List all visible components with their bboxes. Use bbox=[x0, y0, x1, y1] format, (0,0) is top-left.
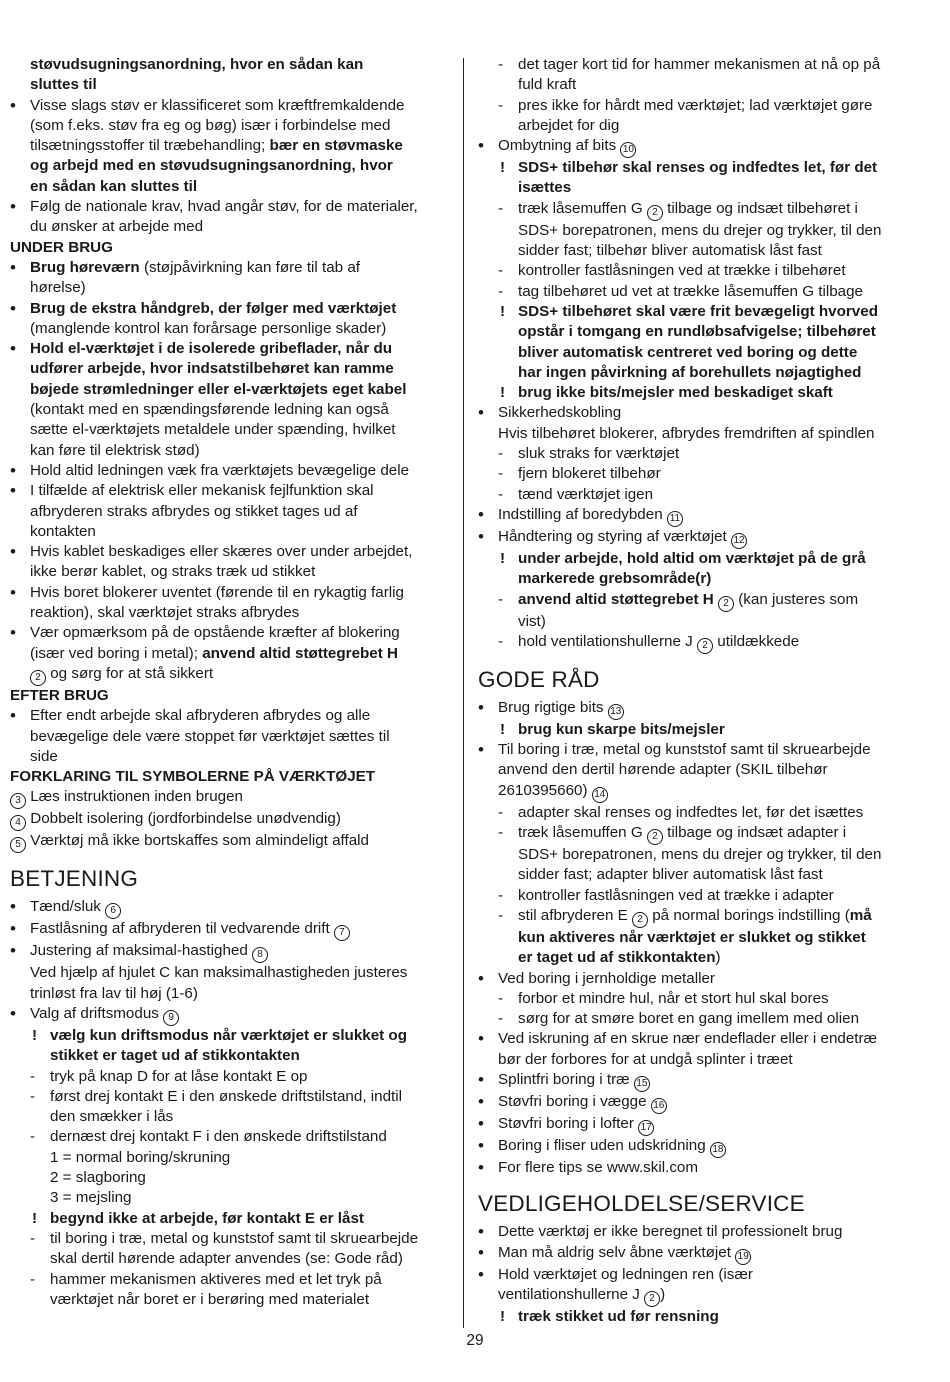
page-number: 29 bbox=[466, 1332, 484, 1349]
dash-item: - kontroller fastlåsningen ved at trække i tilbehøret bbox=[478, 261, 920, 281]
warning-line: ! brug ikke bits/mejsler med beskadiget skaft bbox=[478, 383, 920, 403]
text-line: (kontakt med en spændingsførende ledning kan også bbox=[30, 401, 389, 419]
text-line: en sådan kan sluttes til bbox=[30, 177, 198, 195]
list-item: • For flere tips se www.skil.com bbox=[478, 1158, 920, 1178]
text-line: 1 = normal boring/skruning bbox=[50, 1148, 231, 1166]
figure-ref-icon: 12 bbox=[731, 533, 747, 549]
dash-item: - tænd værktøjet igen bbox=[478, 485, 920, 505]
warning-line: ! træk stikket ud før rensning bbox=[478, 1307, 920, 1327]
symbol-line: 3 Læs instruktionen inden brugen bbox=[10, 787, 450, 809]
list-item: • Hvis kablet beskadiges eller skæres over under arbejdet, bbox=[10, 542, 450, 562]
text-line: SDS+ borepatronen, mens du drejer og trykker, til den bbox=[518, 221, 882, 239]
figure-ref-icon: 2 bbox=[697, 638, 713, 654]
dash-item: - træk låsemuffen G 2 tilbage og indsæt tilbehøret i bbox=[478, 199, 920, 221]
figure-ref-icon: 8 bbox=[252, 947, 268, 963]
list-item: • Sikkerhedskobling bbox=[478, 403, 920, 423]
list-item: • Valg af driftsmodus 9 bbox=[10, 1004, 450, 1026]
text-line: bliver automatisk centreret ved boring og dette bbox=[518, 343, 858, 361]
list-item: • Hold altid ledningen væk fra værktøjets bevægelige dele bbox=[10, 461, 450, 481]
text-line: side bbox=[30, 747, 58, 765]
dash-item: - fjern blokeret tilbehør bbox=[478, 464, 920, 484]
section-heading-vedligeholdelse: VEDLIGEHOLDELSE/SERVICE bbox=[478, 1191, 805, 1217]
list-item: • Ved boring i jernholdige metaller bbox=[478, 969, 920, 989]
list-item: • Justering af maksimal-hastighed 8 bbox=[10, 941, 450, 963]
warning-line: ! begynd ikke at arbejde, før kontakt E er låst bbox=[10, 1209, 450, 1229]
subheading-symbols: FORKLARING TIL SYMBOLERNE PÅ VÆRKTØJET bbox=[10, 768, 376, 786]
list-item: • Fastlåsning af afbryderen til vedvarende drift 7 bbox=[10, 919, 450, 941]
text-line: (som f.eks. støv fra eg og bøg) især i forbindelse med bbox=[30, 116, 391, 134]
text-line: støvudsugningsanordning, hvor en sådan kan bbox=[30, 56, 364, 73]
dash-item: - forbor et mindre hul, når et stort hul skal bores bbox=[478, 989, 920, 1009]
text-line: kan føre til elektrisk stød) bbox=[30, 441, 200, 459]
dash-item: - pres ikke for hårdt med værktøjet; lad værktøjet gøre bbox=[478, 96, 920, 116]
text-line: og arbejd med en støvudsugningsanordning, hvor bbox=[30, 157, 393, 175]
list-item: • Splintfri boring i træ 15 bbox=[478, 1070, 920, 1092]
figure-ref-icon: 11 bbox=[667, 511, 683, 527]
list-item: • Hvis boret blokerer uventet (førende til en rykagtig farlig bbox=[10, 583, 450, 603]
text-line: sluttes til bbox=[30, 76, 97, 94]
section-heading-gode-raad: GODE RÅD bbox=[478, 666, 600, 692]
figure-ref-icon: 2 bbox=[647, 829, 663, 845]
figure-ref-icon: 2 bbox=[644, 1291, 660, 1307]
text-line: SDS+ borepatronen, mens du drejer og trykker, til den bbox=[518, 846, 882, 864]
left-column bbox=[10, 55, 450, 1310]
figure-ref-icon: 15 bbox=[634, 1076, 650, 1092]
text-line: ventilationshullerne J 2 ) bbox=[478, 1285, 920, 1307]
text-line: sidder fast; tilbehør bliver automatisk låst fast bbox=[518, 242, 822, 260]
figure-ref-icon: 18 bbox=[710, 1142, 726, 1158]
symbol-line: 4 Dobbelt isolering (jordforbindelse unødvendig) bbox=[10, 809, 450, 831]
text-line: isættes bbox=[518, 179, 572, 197]
list-item: • Tænd/sluk 6 bbox=[10, 897, 450, 919]
list-item: • Brug rigtige bits 13 bbox=[478, 698, 920, 720]
figure-ref-icon: 2 bbox=[632, 912, 648, 928]
text-line: ikke berør kablet, og straks træk ud stikket bbox=[30, 563, 316, 581]
column-divider bbox=[463, 58, 464, 1328]
list-item: • Hold værktøjet og ledningen ren (især bbox=[478, 1265, 920, 1285]
figure-ref-icon: 2 bbox=[718, 596, 734, 612]
list-item: • I tilfælde af elektrisk eller mekanisk fejlfunktion skal bbox=[10, 481, 450, 501]
subheading-under-brug: UNDER BRUG bbox=[10, 238, 113, 256]
figure-ref-icon: 13 bbox=[608, 704, 624, 720]
list-item: • Brug de ekstra håndgreb, der følger med værktøjet bbox=[10, 299, 450, 319]
list-item: • Ombytning af bits 10 bbox=[478, 136, 920, 158]
text-line: har ingen påvirkning af borehullets nøjagtighed bbox=[518, 363, 862, 381]
list-item: • Til boring i træ, metal og kunststof samt til skruearbejde bbox=[478, 740, 920, 760]
text-line: 2610395660) 14 bbox=[478, 781, 920, 803]
list-item: • Hold el-værktøjet i de isolerede gribeflader, når du bbox=[10, 339, 450, 359]
warning-line: ! SDS+ tilbehøret skal være frit bevægeligt hvorved bbox=[478, 302, 920, 322]
text-line: værktøjet når boret er i berøring med materialet bbox=[50, 1290, 370, 1308]
text-line: stikket er taget ud af stikkontakten bbox=[50, 1047, 300, 1065]
dash-item: - tryk på knap D for at låse kontakt E op bbox=[10, 1067, 450, 1087]
dash-item: - adapter skal renses og indfedtes let, før det isættes bbox=[478, 803, 920, 823]
text-line: bør der forbores for at undgå splinter i træet bbox=[498, 1050, 793, 1068]
text-line: 2 og sørg for at stå sikkert bbox=[10, 664, 450, 686]
text-line: 2 = slagboring bbox=[50, 1169, 146, 1187]
text-line: skal dertil hørende adapter anvendes (se: Gode råd) bbox=[50, 1250, 403, 1268]
dash-item: - det tager kort tid for hammer mekanismen at nå op på bbox=[478, 55, 920, 75]
list-item: • Brug høreværn (støjpåvirkning kan føre til tab af bbox=[10, 258, 450, 278]
figure-ref-icon: 7 bbox=[334, 925, 350, 941]
text-line: hørelse) bbox=[30, 279, 86, 297]
text-line: den smækker i lås bbox=[50, 1108, 174, 1126]
dash-item: - hold ventilationshullerne J 2 utildækkede bbox=[478, 632, 920, 654]
list-item: • Boring i fliser uden udskridning 18 bbox=[478, 1136, 920, 1158]
dash-item: - dernæst drej kontakt F i den ønskede driftstilstand bbox=[10, 1127, 450, 1147]
text-line: Hvis tilbehøret blokerer, afbrydes fremdriften af spindlen bbox=[498, 424, 875, 442]
text-line: afbryderen straks afbrydes og stikket tages ud af bbox=[30, 502, 358, 520]
figure-ref-icon: 17 bbox=[638, 1120, 654, 1136]
text-line: sætte el-værktøjets metaldele under spænding, hvilket bbox=[30, 421, 396, 439]
warning-line: ! brug kun skarpe bits/mejsler bbox=[478, 720, 920, 740]
list-item: • Støvfri boring i lofter 17 bbox=[478, 1114, 920, 1136]
figure-ref-icon: 5 bbox=[10, 837, 26, 853]
list-item: • Håndtering og styring af værktøjet 12 bbox=[478, 527, 920, 549]
section-heading-betjening: BETJENING bbox=[10, 866, 139, 892]
figure-ref-icon: 2 bbox=[647, 205, 663, 221]
warning-line: ! vælg kun driftsmodus når værktøjet er slukket og bbox=[10, 1026, 450, 1046]
dash-item: - først drej kontakt E i den ønskede driftstilstand, indtil bbox=[10, 1087, 450, 1107]
text-line: sidder fast; adapter bliver automatisk låst fast bbox=[518, 866, 823, 884]
text-line: opstår i tomgang en rundløbsafvigelse; tilbehøret bbox=[518, 323, 876, 341]
list-item: • Følg de nationale krav, hvad angår støv, for de materialer, bbox=[10, 197, 450, 217]
list-item: • Efter endt arbejde skal afbryderen afbrydes og alle bbox=[10, 706, 450, 726]
figure-ref-icon: 10 bbox=[620, 142, 636, 158]
dash-item: - kontroller fastlåsningen ved at trække i adapter bbox=[478, 886, 920, 906]
figure-ref-icon: 9 bbox=[163, 1010, 179, 1026]
dash-item: - anvend altid støttegrebet H 2 (kan justeres som bbox=[478, 590, 920, 612]
text-line: (især ved boring i metal); anvend altid støttegrebet H bbox=[30, 644, 398, 662]
right-column bbox=[478, 55, 920, 1327]
figure-ref-icon: 16 bbox=[651, 1098, 667, 1114]
text-line: du ønsker at arbejde med bbox=[30, 218, 204, 236]
list-item: • Støvfri boring i vægge 16 bbox=[478, 1092, 920, 1114]
symbol-line: 5 Værktøj må ikke bortskaffes som almindeligt affald bbox=[10, 831, 450, 853]
figure-ref-icon: 3 bbox=[10, 793, 26, 809]
text-line: tilsætningsstoffer til træbehandling; bær en støvmaske bbox=[30, 137, 403, 155]
list-item: • Man må aldrig selv åbne værktøjet 19 bbox=[478, 1243, 920, 1265]
dash-item: - sørg for at smøre boret en gang imellem med olien bbox=[478, 1009, 920, 1029]
figure-ref-icon: 2 bbox=[30, 670, 46, 686]
dash-item: - træk låsemuffen G 2 tilbage og indsæt adapter i bbox=[478, 823, 920, 845]
list-item: • Dette værktøj er ikke beregnet til professionelt brug bbox=[478, 1222, 920, 1242]
text-line: anvend den dertil hørende adapter (SKIL tilbehør bbox=[498, 761, 828, 779]
list-item: • Ved iskruning af en skrue nær endeflader eller i endetræ bbox=[478, 1029, 920, 1049]
list-item: • Visse slags støv er klassificeret som kræftfremkaldende bbox=[10, 96, 450, 116]
text-line: arbejdet for dig bbox=[518, 116, 620, 134]
list-item: • Indstilling af boredybden 11 bbox=[478, 505, 920, 527]
list-item: • Vær opmærksom på de opstående kræfter af blokering bbox=[10, 623, 450, 643]
figure-ref-icon: 19 bbox=[735, 1249, 751, 1265]
text-line: Ved hjælp af hjulet C kan maksimalhastigheden justeres bbox=[30, 964, 408, 982]
text-line: fuld kraft bbox=[518, 76, 577, 94]
subheading-efter-brug: EFTER BRUG bbox=[10, 686, 109, 704]
text-line: trinløst fra lav til høj (1-6) bbox=[30, 984, 198, 1002]
text-line: markerede grebsområde(r) bbox=[518, 570, 712, 588]
figure-ref-icon: 4 bbox=[10, 815, 26, 831]
text-line: bevægelige dele være stoppet før værktøjet sættes til bbox=[30, 727, 390, 745]
dash-item: - til boring i træ, metal og kunststof samt til skruearbejde bbox=[10, 1229, 450, 1249]
text-line: er taget ud af stikkontakten) bbox=[518, 949, 721, 967]
text-line: kun aktiveres når værktøjet er slukket og stikket bbox=[518, 928, 866, 946]
dash-item: - hammer mekanismen aktiveres med et let tryk på bbox=[10, 1270, 450, 1290]
warning-line: ! SDS+ tilbehør skal renses og indfedtes let, før det bbox=[478, 158, 920, 178]
dash-item: - tag tilbehøret ud vet at trække låsemuffen G tilbage bbox=[478, 282, 920, 302]
figure-ref-icon: 14 bbox=[592, 787, 608, 803]
text-line: bøjede strømledninger eller el-værktøjets eget kabel bbox=[30, 380, 407, 398]
warning-line: ! under arbejde, hold altid om værktøjet på de grå bbox=[478, 549, 920, 569]
dash-item: - stil afbryderen E 2 på normal borings indstilling (må bbox=[478, 906, 920, 928]
text-line: kontakten bbox=[30, 522, 96, 540]
text-line: vist) bbox=[518, 612, 546, 630]
text-line: 3 = mejsling bbox=[50, 1189, 132, 1207]
figure-ref-icon: 6 bbox=[105, 903, 121, 919]
text-line: reaktion), skal værktøjet straks afbrydes bbox=[30, 604, 300, 622]
text-line: udfører arbejde, hvor indsatstilbehøret kan ramme bbox=[30, 360, 394, 378]
text-line: (manglende kontrol kan forårsage personlige skader) bbox=[30, 319, 387, 337]
dash-item: - sluk straks for værktøjet bbox=[478, 444, 920, 464]
